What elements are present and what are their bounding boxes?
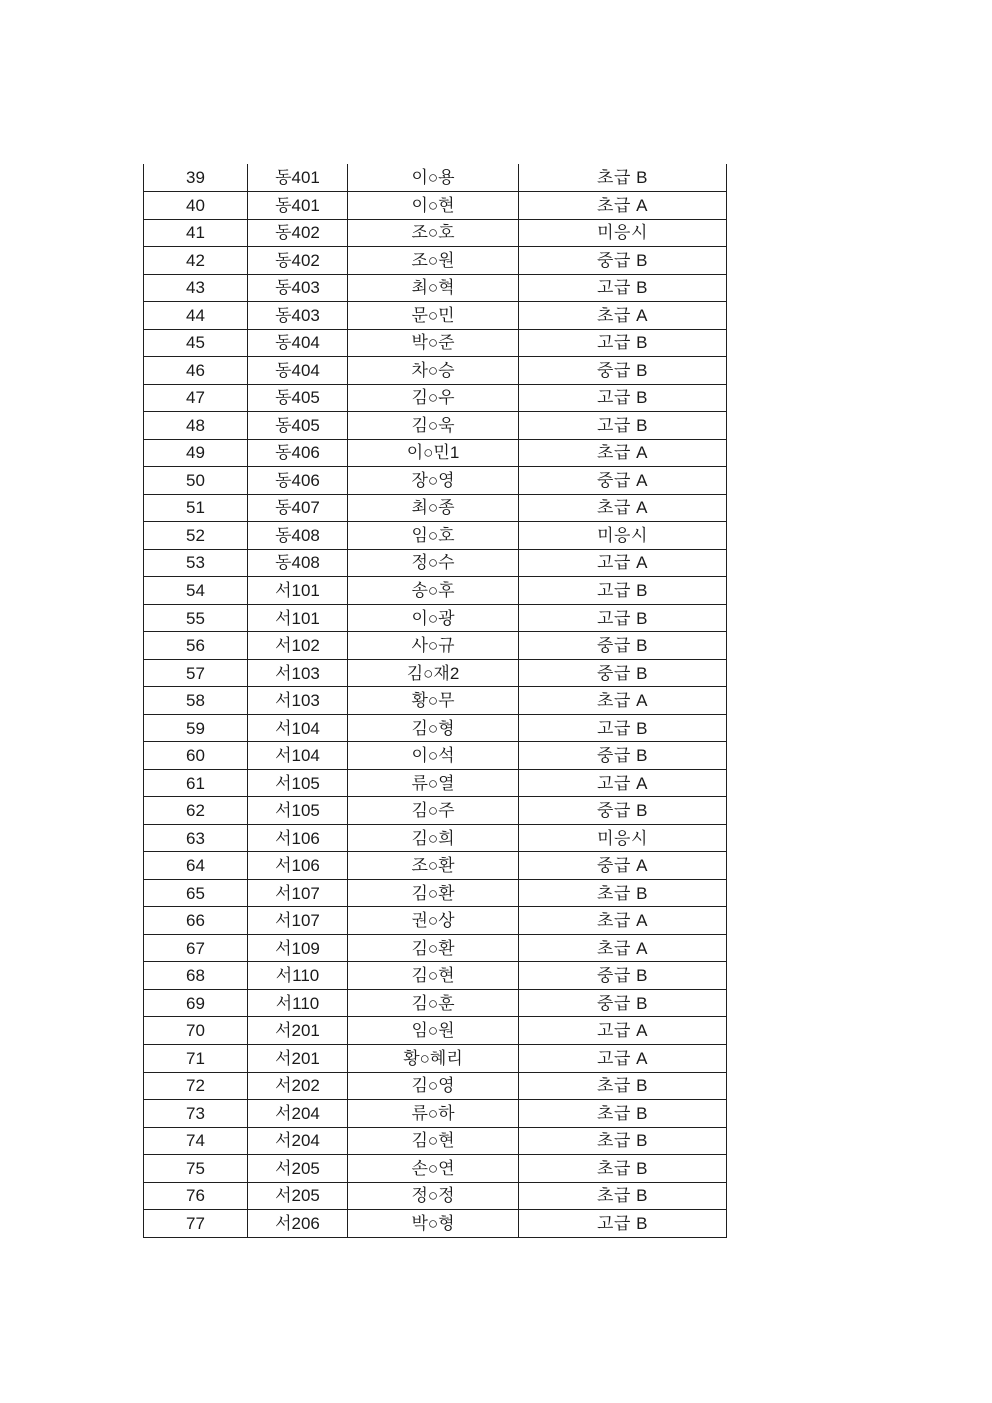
cell-name: 조○환 xyxy=(348,852,519,880)
cell-number: 51 xyxy=(144,494,248,522)
cell-level: 중급 A xyxy=(519,467,727,495)
cell-room: 서201 xyxy=(248,1045,348,1073)
table-row xyxy=(144,742,727,770)
cell-number: 48 xyxy=(144,412,248,440)
cell-name: 손○연 xyxy=(348,1155,519,1183)
results-table-body xyxy=(144,164,727,1238)
cell-room: 서104 xyxy=(248,742,348,770)
cell-number: 68 xyxy=(144,962,248,990)
table-row xyxy=(144,1182,727,1210)
cell-name: 정○수 xyxy=(348,549,519,577)
cell-number: 45 xyxy=(144,329,248,357)
cell-name: 김○훈 xyxy=(348,989,519,1017)
cell-number: 43 xyxy=(144,274,248,302)
cell-name: 정○정 xyxy=(348,1182,519,1210)
cell-level: 고급 B xyxy=(519,714,727,742)
cell-level: 중급 B xyxy=(519,989,727,1017)
cell-level: 초급 A xyxy=(519,494,727,522)
cell-number: 56 xyxy=(144,632,248,660)
cell-number: 77 xyxy=(144,1210,248,1238)
table-row xyxy=(144,439,727,467)
cell-room: 동407 xyxy=(248,494,348,522)
table-row xyxy=(144,714,727,742)
cell-room: 서205 xyxy=(248,1155,348,1183)
cell-room: 동406 xyxy=(248,439,348,467)
cell-name: 이○석 xyxy=(348,742,519,770)
cell-level: 중급 B xyxy=(519,659,727,687)
cell-name: 황○무 xyxy=(348,687,519,715)
table-row xyxy=(144,219,727,247)
cell-room: 서204 xyxy=(248,1127,348,1155)
cell-room: 서204 xyxy=(248,1100,348,1128)
cell-name: 이○민1 xyxy=(348,439,519,467)
cell-name: 김○재2 xyxy=(348,659,519,687)
cell-number: 41 xyxy=(144,219,248,247)
table-row xyxy=(144,164,727,192)
cell-room: 서107 xyxy=(248,879,348,907)
cell-level: 초급 B xyxy=(519,879,727,907)
cell-room: 동401 xyxy=(248,164,348,192)
cell-name: 김○형 xyxy=(348,714,519,742)
cell-room: 동406 xyxy=(248,467,348,495)
table-row xyxy=(144,1127,727,1155)
cell-room: 서201 xyxy=(248,1017,348,1045)
table-row xyxy=(144,852,727,880)
cell-name: 차○승 xyxy=(348,357,519,385)
table-row xyxy=(144,604,727,632)
table-row xyxy=(144,247,727,275)
cell-level: 초급 A xyxy=(519,439,727,467)
table-row xyxy=(144,192,727,220)
cell-room: 서101 xyxy=(248,577,348,605)
cell-room: 서107 xyxy=(248,907,348,935)
cell-level: 초급 B xyxy=(519,164,727,192)
cell-room: 동403 xyxy=(248,274,348,302)
cell-room: 동405 xyxy=(248,384,348,412)
cell-level: 미응시 xyxy=(519,522,727,550)
cell-number: 66 xyxy=(144,907,248,935)
cell-name: 문○민 xyxy=(348,302,519,330)
table-row xyxy=(144,769,727,797)
table-row xyxy=(144,1100,727,1128)
cell-level: 고급 A xyxy=(519,1045,727,1073)
table-row xyxy=(144,934,727,962)
cell-name: 조○호 xyxy=(348,219,519,247)
cell-room: 서110 xyxy=(248,989,348,1017)
cell-room: 서206 xyxy=(248,1210,348,1238)
results-table xyxy=(143,164,727,1238)
cell-room: 동405 xyxy=(248,412,348,440)
table-row xyxy=(144,329,727,357)
cell-level: 고급 B xyxy=(519,412,727,440)
table-row xyxy=(144,1210,727,1238)
cell-name: 장○영 xyxy=(348,467,519,495)
cell-level: 미응시 xyxy=(519,219,727,247)
table-row xyxy=(144,494,727,522)
cell-name: 박○준 xyxy=(348,329,519,357)
cell-level: 고급 B xyxy=(519,577,727,605)
cell-number: 50 xyxy=(144,467,248,495)
table-row xyxy=(144,357,727,385)
cell-number: 65 xyxy=(144,879,248,907)
cell-name: 류○하 xyxy=(348,1100,519,1128)
cell-number: 40 xyxy=(144,192,248,220)
cell-name: 임○원 xyxy=(348,1017,519,1045)
cell-room: 서202 xyxy=(248,1072,348,1100)
cell-name: 송○후 xyxy=(348,577,519,605)
table-row xyxy=(144,659,727,687)
cell-name: 임○호 xyxy=(348,522,519,550)
cell-level: 고급 B xyxy=(519,384,727,412)
cell-name: 김○욱 xyxy=(348,412,519,440)
cell-room: 서205 xyxy=(248,1182,348,1210)
table-row xyxy=(144,577,727,605)
cell-number: 62 xyxy=(144,797,248,825)
cell-name: 김○희 xyxy=(348,824,519,852)
cell-room: 서102 xyxy=(248,632,348,660)
cell-room: 동401 xyxy=(248,192,348,220)
cell-name: 사○규 xyxy=(348,632,519,660)
table-row xyxy=(144,1072,727,1100)
cell-name: 최○종 xyxy=(348,494,519,522)
cell-level: 초급 B xyxy=(519,1127,727,1155)
cell-level: 고급 B xyxy=(519,1210,727,1238)
cell-level: 중급 B xyxy=(519,797,727,825)
table-row xyxy=(144,879,727,907)
cell-name: 황○혜리 xyxy=(348,1045,519,1073)
table-row xyxy=(144,824,727,852)
cell-level: 고급 A xyxy=(519,1017,727,1045)
table-row xyxy=(144,522,727,550)
cell-room: 서101 xyxy=(248,604,348,632)
cell-number: 52 xyxy=(144,522,248,550)
cell-number: 61 xyxy=(144,769,248,797)
cell-level: 초급 B xyxy=(519,1155,727,1183)
table-row xyxy=(144,467,727,495)
table-row xyxy=(144,797,727,825)
cell-level: 초급 B xyxy=(519,1182,727,1210)
cell-number: 75 xyxy=(144,1155,248,1183)
cell-number: 49 xyxy=(144,439,248,467)
cell-name: 권○상 xyxy=(348,907,519,935)
cell-number: 70 xyxy=(144,1017,248,1045)
cell-name: 김○영 xyxy=(348,1072,519,1100)
cell-room: 서110 xyxy=(248,962,348,990)
cell-number: 55 xyxy=(144,604,248,632)
cell-name: 김○주 xyxy=(348,797,519,825)
cell-room: 서106 xyxy=(248,852,348,880)
cell-level: 초급 A xyxy=(519,687,727,715)
cell-room: 동403 xyxy=(248,302,348,330)
table-row xyxy=(144,549,727,577)
cell-room: 서103 xyxy=(248,659,348,687)
cell-level: 초급 A xyxy=(519,192,727,220)
cell-room: 동402 xyxy=(248,247,348,275)
cell-number: 72 xyxy=(144,1072,248,1100)
cell-name: 조○원 xyxy=(348,247,519,275)
cell-level: 중급 B xyxy=(519,742,727,770)
cell-room: 서103 xyxy=(248,687,348,715)
cell-name: 김○현 xyxy=(348,1127,519,1155)
cell-room: 서109 xyxy=(248,934,348,962)
cell-room: 동408 xyxy=(248,522,348,550)
cell-name: 김○환 xyxy=(348,934,519,962)
cell-room: 동408 xyxy=(248,549,348,577)
cell-level: 미응시 xyxy=(519,824,727,852)
cell-number: 71 xyxy=(144,1045,248,1073)
table-row xyxy=(144,412,727,440)
cell-level: 중급 B xyxy=(519,962,727,990)
cell-name: 김○환 xyxy=(348,879,519,907)
cell-room: 동404 xyxy=(248,357,348,385)
table-row xyxy=(144,1155,727,1183)
cell-name: 이○현 xyxy=(348,192,519,220)
cell-room: 동402 xyxy=(248,219,348,247)
cell-level: 초급 A xyxy=(519,907,727,935)
table-row xyxy=(144,1017,727,1045)
cell-name: 박○형 xyxy=(348,1210,519,1238)
cell-number: 60 xyxy=(144,742,248,770)
cell-level: 중급 A xyxy=(519,852,727,880)
cell-room: 서105 xyxy=(248,769,348,797)
cell-level: 중급 B xyxy=(519,247,727,275)
cell-number: 64 xyxy=(144,852,248,880)
cell-level: 초급 B xyxy=(519,1072,727,1100)
cell-level: 중급 B xyxy=(519,632,727,660)
cell-name: 이○용 xyxy=(348,164,519,192)
cell-number: 59 xyxy=(144,714,248,742)
cell-number: 42 xyxy=(144,247,248,275)
cell-name: 최○혁 xyxy=(348,274,519,302)
cell-number: 47 xyxy=(144,384,248,412)
cell-room: 동404 xyxy=(248,329,348,357)
cell-level: 고급 B xyxy=(519,329,727,357)
table-row xyxy=(144,687,727,715)
cell-number: 74 xyxy=(144,1127,248,1155)
cell-level: 초급 A xyxy=(519,302,727,330)
table-row xyxy=(144,962,727,990)
cell-number: 67 xyxy=(144,934,248,962)
cell-number: 39 xyxy=(144,164,248,192)
cell-room: 서106 xyxy=(248,824,348,852)
cell-level: 초급 A xyxy=(519,934,727,962)
cell-name: 김○현 xyxy=(348,962,519,990)
cell-number: 46 xyxy=(144,357,248,385)
table-row xyxy=(144,1045,727,1073)
cell-number: 57 xyxy=(144,659,248,687)
table-row xyxy=(144,907,727,935)
table-row xyxy=(144,384,727,412)
cell-level: 고급 B xyxy=(519,604,727,632)
cell-number: 58 xyxy=(144,687,248,715)
cell-name: 김○우 xyxy=(348,384,519,412)
cell-name: 이○광 xyxy=(348,604,519,632)
cell-level: 고급 A xyxy=(519,549,727,577)
cell-level: 초급 B xyxy=(519,1100,727,1128)
cell-room: 서104 xyxy=(248,714,348,742)
cell-number: 54 xyxy=(144,577,248,605)
cell-level: 중급 B xyxy=(519,357,727,385)
cell-name: 류○열 xyxy=(348,769,519,797)
cell-number: 63 xyxy=(144,824,248,852)
cell-room: 서105 xyxy=(248,797,348,825)
table-row xyxy=(144,632,727,660)
cell-level: 고급 A xyxy=(519,769,727,797)
table-row xyxy=(144,302,727,330)
cell-number: 69 xyxy=(144,989,248,1017)
table-row xyxy=(144,989,727,1017)
cell-number: 76 xyxy=(144,1182,248,1210)
cell-level: 고급 B xyxy=(519,274,727,302)
cell-number: 44 xyxy=(144,302,248,330)
cell-number: 53 xyxy=(144,549,248,577)
cell-number: 73 xyxy=(144,1100,248,1128)
table-row xyxy=(144,274,727,302)
